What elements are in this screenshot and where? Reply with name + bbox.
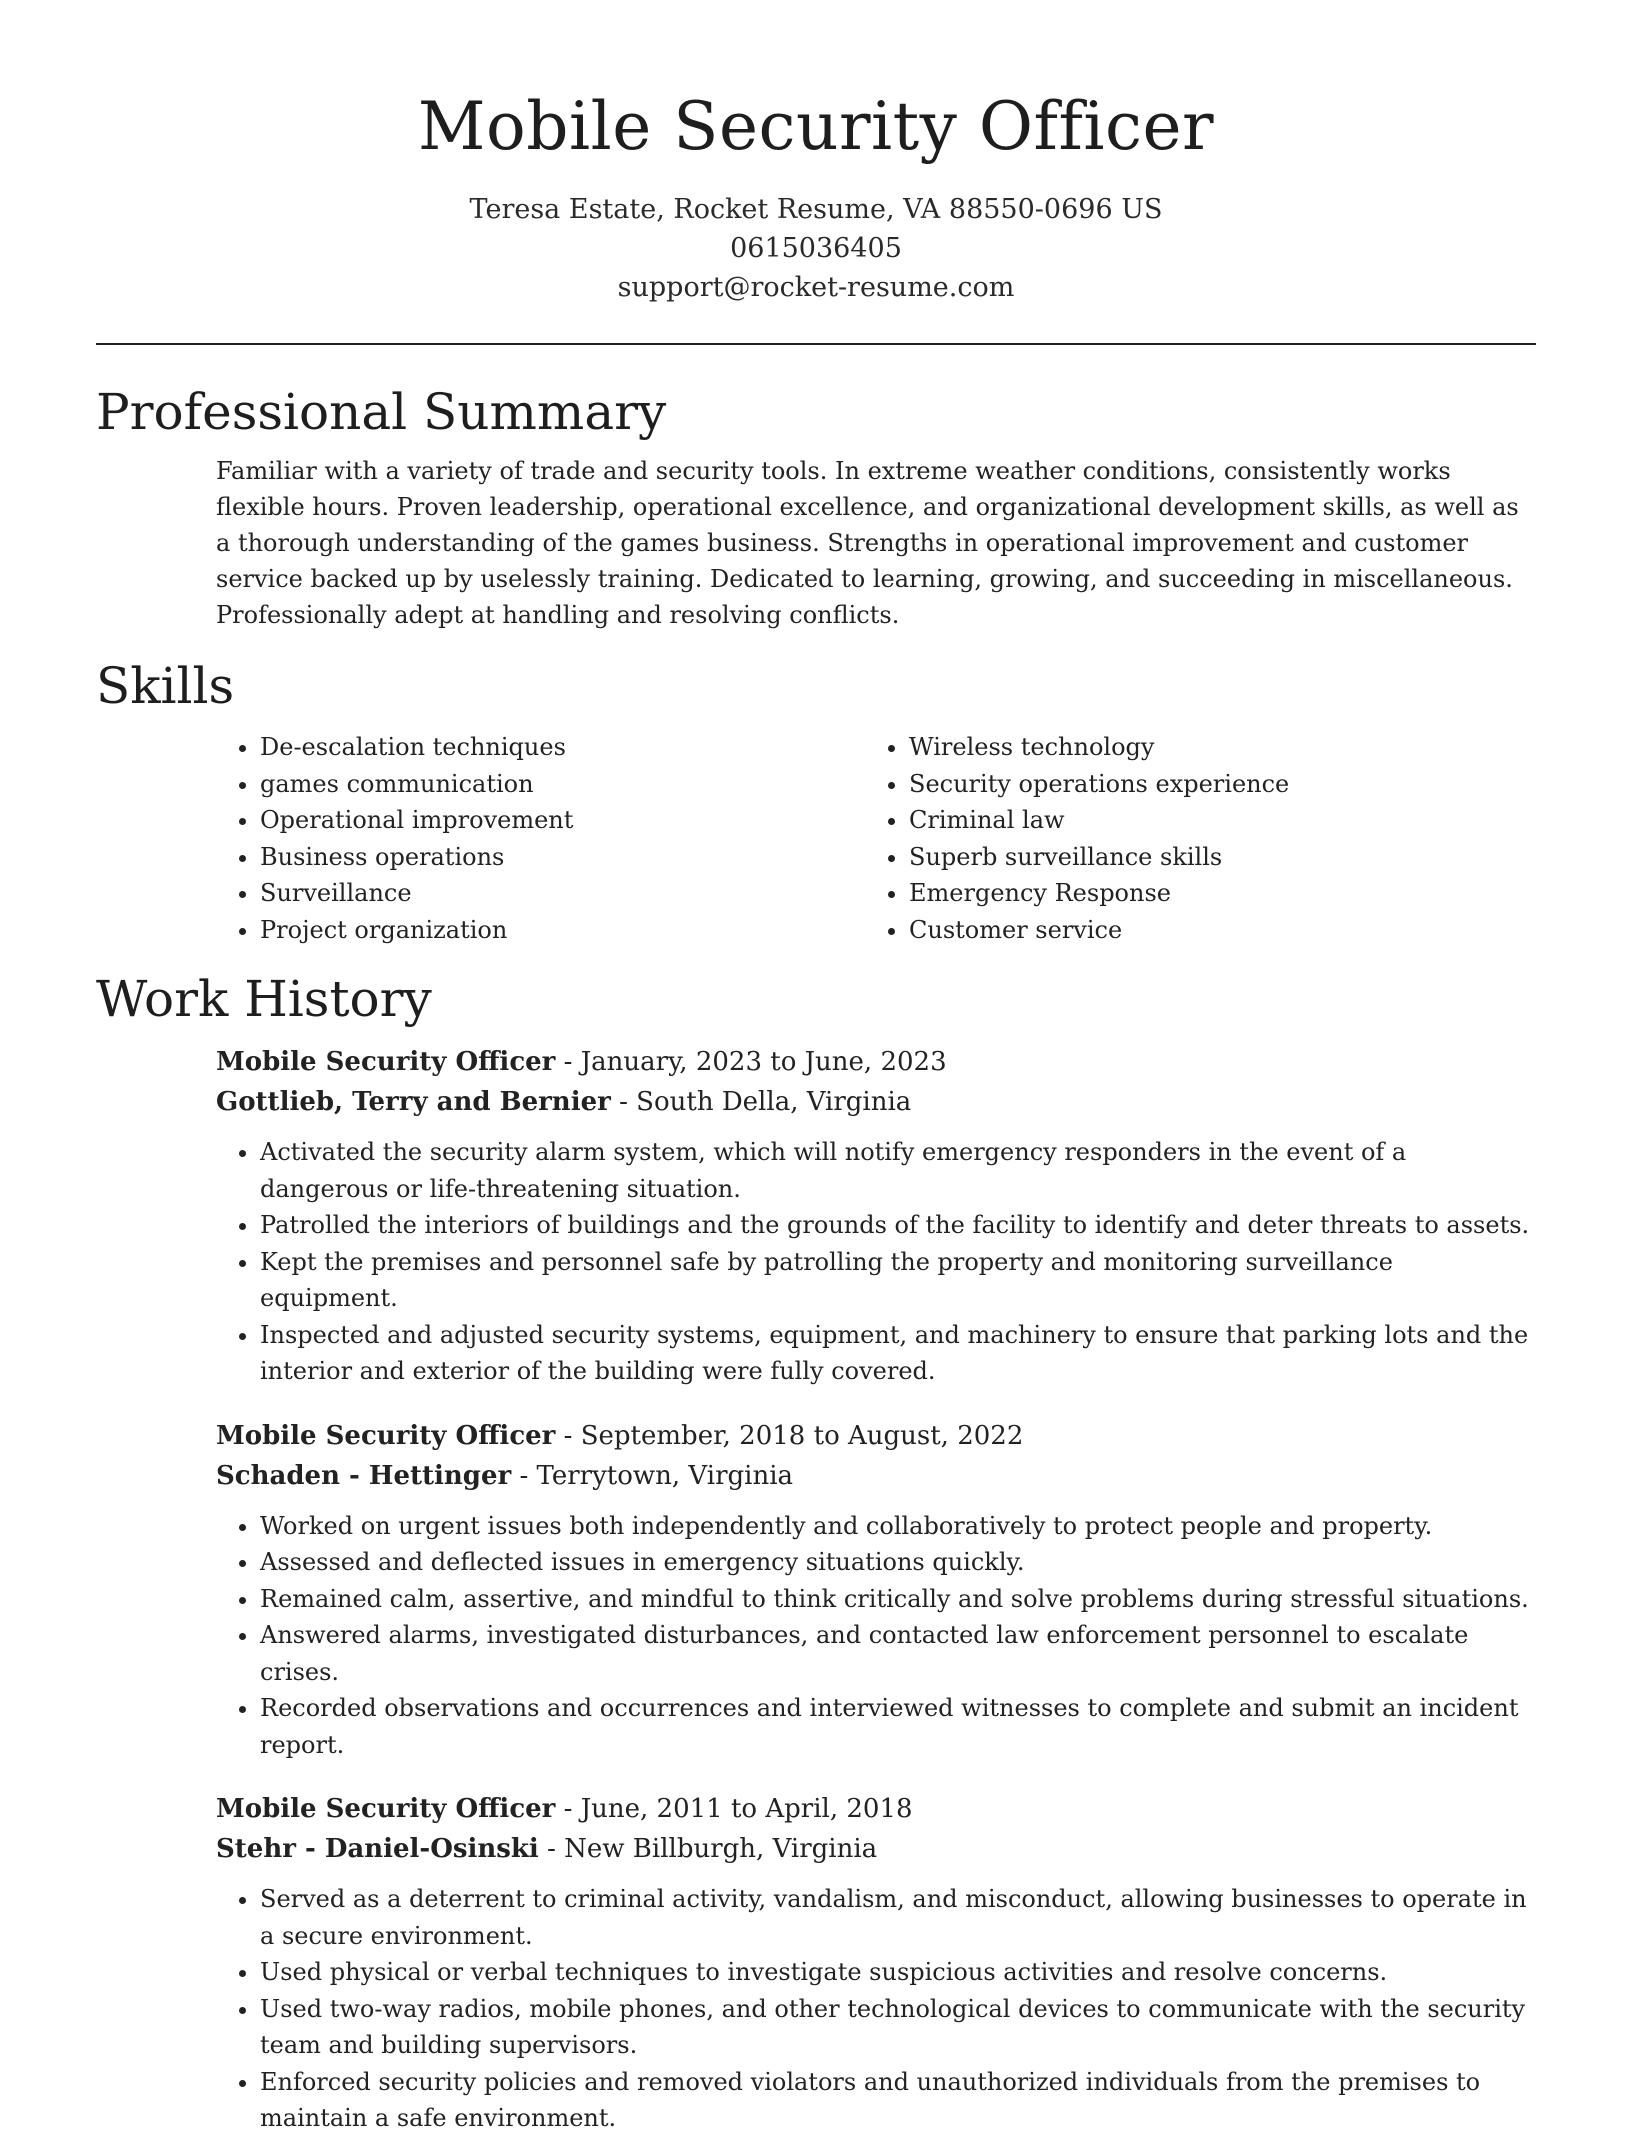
job-company-line: Stehr - Daniel-Osinski - New Billburgh, Virginia bbox=[216, 1834, 878, 1864]
job-title: Mobile Security Officer bbox=[216, 1047, 556, 1077]
duty-item: • Answered alarms, investigated disturbances, and contacted law enforcement personnel to escalate crises. bbox=[260, 1617, 1536, 1690]
skill-item: • games communication bbox=[260, 766, 865, 803]
summary-text: Familiar with a variety of trade and security tools. In extreme weather conditions, consistently works flexible hours. Proven leadership, operational excellence, and organizational development skills, as well as a thorough understanding of the games business. Strengths in operational improvement and customer service backed up by uselessly training. Dedicated to learning, growing, and succeeding in miscellaneous. Professionally adept at handling and resolving conflicts. bbox=[216, 457, 1519, 629]
duty-item: • Assessed and deflected issues in emergency situations quickly. bbox=[260, 1544, 1536, 1581]
skills-list bbox=[216, 729, 1536, 948]
job-company: Gottlieb, Terry and Bernier bbox=[216, 1087, 611, 1117]
job-company: Schaden - Hettinger bbox=[216, 1460, 512, 1491]
duty-item: • Worked on urgent issues both independently and collaboratively to protect people and property. bbox=[260, 1508, 1536, 1545]
skill-item: • Business operations bbox=[260, 839, 865, 876]
job-company-line: Schaden - Hettinger - Terrytown, Virginia bbox=[216, 1460, 794, 1491]
skill-item: • Superb surveillance skills bbox=[909, 839, 1514, 876]
resume-name: Mobile Security Officer bbox=[417, 88, 1215, 165]
work-history-list bbox=[96, 1042, 1536, 2137]
duty-item: • Used two-way radios, mobile phones, and other technological devices to communicate with the security team and building supervisors. bbox=[260, 1991, 1536, 2064]
duty-item: • Used physical or verbal techniques to investigate suspicious activities and resolve concerns. bbox=[260, 1954, 1536, 1991]
job-title: Mobile Security Officer bbox=[216, 1794, 556, 1824]
skill-item: • Security operations experience bbox=[909, 766, 1514, 803]
job-entry bbox=[216, 1416, 1536, 1764]
skill-item: • De-escalation techniques bbox=[260, 729, 865, 766]
job-company-line: Gottlieb, Terry and Bernier - South Della, Virginia bbox=[216, 1087, 912, 1117]
work-history-heading: Work History bbox=[96, 970, 432, 1028]
contact-email: support@rocket-resume.com bbox=[617, 272, 1015, 303]
job-dates: January, 2023 to June, 2023 bbox=[580, 1047, 947, 1077]
skills-heading: Skills bbox=[96, 657, 235, 715]
job-entry bbox=[216, 1042, 1536, 1390]
job-dates: June, 2011 to April, 2018 bbox=[580, 1794, 913, 1824]
job-duties bbox=[216, 1881, 1536, 2137]
skill-item: • Wireless technology bbox=[909, 729, 1514, 766]
skill-item: • Project organization bbox=[260, 912, 865, 949]
skill-item: • Operational improvement bbox=[260, 802, 865, 839]
duty-item: • Enforced security policies and removed violators and unauthorized individuals from the premises to maintain a safe environment. bbox=[260, 2064, 1536, 2137]
job-location: Terrytown, Virginia bbox=[536, 1460, 794, 1491]
job-title-line: Mobile Security Officer - January, 2023 to June, 2023 bbox=[216, 1047, 947, 1077]
job-dates: September, 2018 to August, 2022 bbox=[580, 1420, 1024, 1451]
contact-block bbox=[96, 190, 1536, 307]
duty-item: • Inspected and adjusted security systems, equipment, and machinery to ensure that parking lots and the interior and exterior of the building were fully covered. bbox=[260, 1317, 1536, 1390]
duty-item: • Recorded observations and occurrences and interviewed witnesses to complete and submit an incident report. bbox=[260, 1690, 1536, 1763]
job-duties bbox=[216, 1508, 1536, 1764]
duty-item: • Remained calm, assertive, and mindful to think critically and solve problems during stressful situations. bbox=[260, 1581, 1536, 1618]
header-divider bbox=[96, 343, 1536, 345]
skill-item: • Customer service bbox=[909, 912, 1514, 949]
skill-item: • Criminal law bbox=[909, 802, 1514, 839]
job-company: Stehr - Daniel-Osinski bbox=[216, 1834, 539, 1864]
summary-heading: Professional Summary bbox=[96, 383, 667, 441]
job-duties bbox=[216, 1134, 1536, 1390]
duty-item: • Kept the premises and personnel safe by patrolling the property and monitoring surveillance equipment. bbox=[260, 1244, 1536, 1317]
skills-column-left bbox=[216, 729, 865, 948]
resume-page bbox=[96, 0, 1536, 2137]
skill-item: • Surveillance bbox=[260, 875, 865, 912]
duty-item: • Activated the security alarm system, which will notify emergency responders in the event of a dangerous or life-threatening situation. bbox=[260, 1134, 1536, 1207]
job-location: South Della, Virginia bbox=[636, 1087, 912, 1117]
contact-address: Teresa Estate, Rocket Resume, VA 88550-0696 US bbox=[469, 194, 1163, 225]
job-title: Mobile Security Officer bbox=[216, 1420, 556, 1451]
skill-item: • Emergency Response bbox=[909, 875, 1514, 912]
job-location: New Billburgh, Virginia bbox=[564, 1834, 878, 1864]
job-title-line: Mobile Security Officer - September, 2018 to August, 2022 bbox=[216, 1420, 1024, 1451]
job-entry bbox=[216, 1789, 1536, 2137]
duty-item: • Patrolled the interiors of buildings and the grounds of the facility to identify and deter threats to assets. bbox=[260, 1207, 1536, 1244]
contact-phone: 0615036405 bbox=[730, 233, 902, 264]
duty-item: • Served as a deterrent to criminal activity, vandalism, and misconduct, allowing businesses to operate in a secure environment. bbox=[260, 1881, 1536, 1954]
job-title-line: Mobile Security Officer - June, 2011 to April, 2018 bbox=[216, 1794, 913, 1824]
skills-column-right bbox=[865, 729, 1514, 948]
